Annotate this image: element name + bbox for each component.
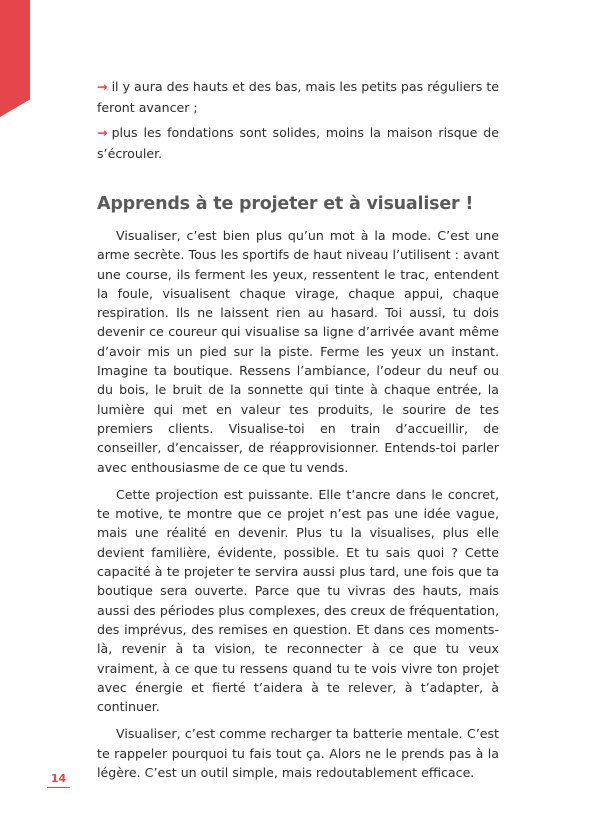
bullet-text: il y aura des hauts et des bas, mais les petits pas réguliers te feront avancer ; [97, 79, 499, 115]
arrow-right-icon: → [97, 125, 108, 140]
body-paragraph: Cette projection est puissante. Elle t’ancre dans le concret, te motive, te montre que ce projet n’est pas une idée vague, mais une réalité en devenir. Plus tu la visualises, plus elle devient familière, évidente, possible. Et tu sais quoi ? Cette capacité à te projeter te servira aussi plus tard, une fois que ta boutique sera ouverte. Parce que tu vivras des hauts, mais aussi des périodes plus complexes, des creux de fréquentation, des imprévus, des remises en question. Et dans ces moments-là, revenir à ta vision, te reconnecter à ce que tu veux vraiment, à ce que tu ressens quand tu te vois vivre ton projet avec énergie et fierté t’aidera à te relever, à t’adapter, à continuer. [97, 486, 499, 715]
body-paragraph: Visualiser, c’est comme recharger ta batterie mentale. C’est te rappeler pourquoi tu fais tout ça. Alors ne le prends pas à la légère. C’est un outil simple, mais redoutablement efficace. [97, 726, 499, 781]
bullet-item [97, 122, 499, 164]
bullet-text: plus les fondations sont solides, moins la maison risque de s’écrouler. [97, 125, 499, 161]
body-paragraph: Visualiser, c’est bien plus qu’un mot à la mode. C’est une arme secrète. Tous les sportifs de haut niveau l’utilisent : avant une course, ils ferment les yeux, ressentent le trac, entendent la foule, visualisent chaque virage, chaque appui, chaque respiration. Ils ne laissent rien au hasard. Toi aussi, tu dois devenir ce coureur qui visualise sa ligne d’arrivée avant même d’avoir mis un pied sur la piste. Ferme les yeux un instant. Imagine ta boutique. Ressens l’ambiance, l’odeur du neuf ou du bois, le bruit de la sonnette qui tinte à chaque entrée, la lumière qui met en valeur tes produits, le sourire de tes premiers clients. Visualise-toi en train d’accueillir, de conseiller, d’encaisser, de réapprovisionner. Entends-toi parler avec enthousiasme de ce que tu vends. [97, 228, 499, 475]
page-number: 14 [47, 772, 70, 788]
bullet-item [97, 76, 499, 118]
corner-decoration [0, 0, 30, 117]
page-content [97, 76, 499, 790]
arrow-right-icon: → [97, 79, 108, 94]
section-title: Apprends à te projeter et à visualiser ! [97, 194, 474, 214]
